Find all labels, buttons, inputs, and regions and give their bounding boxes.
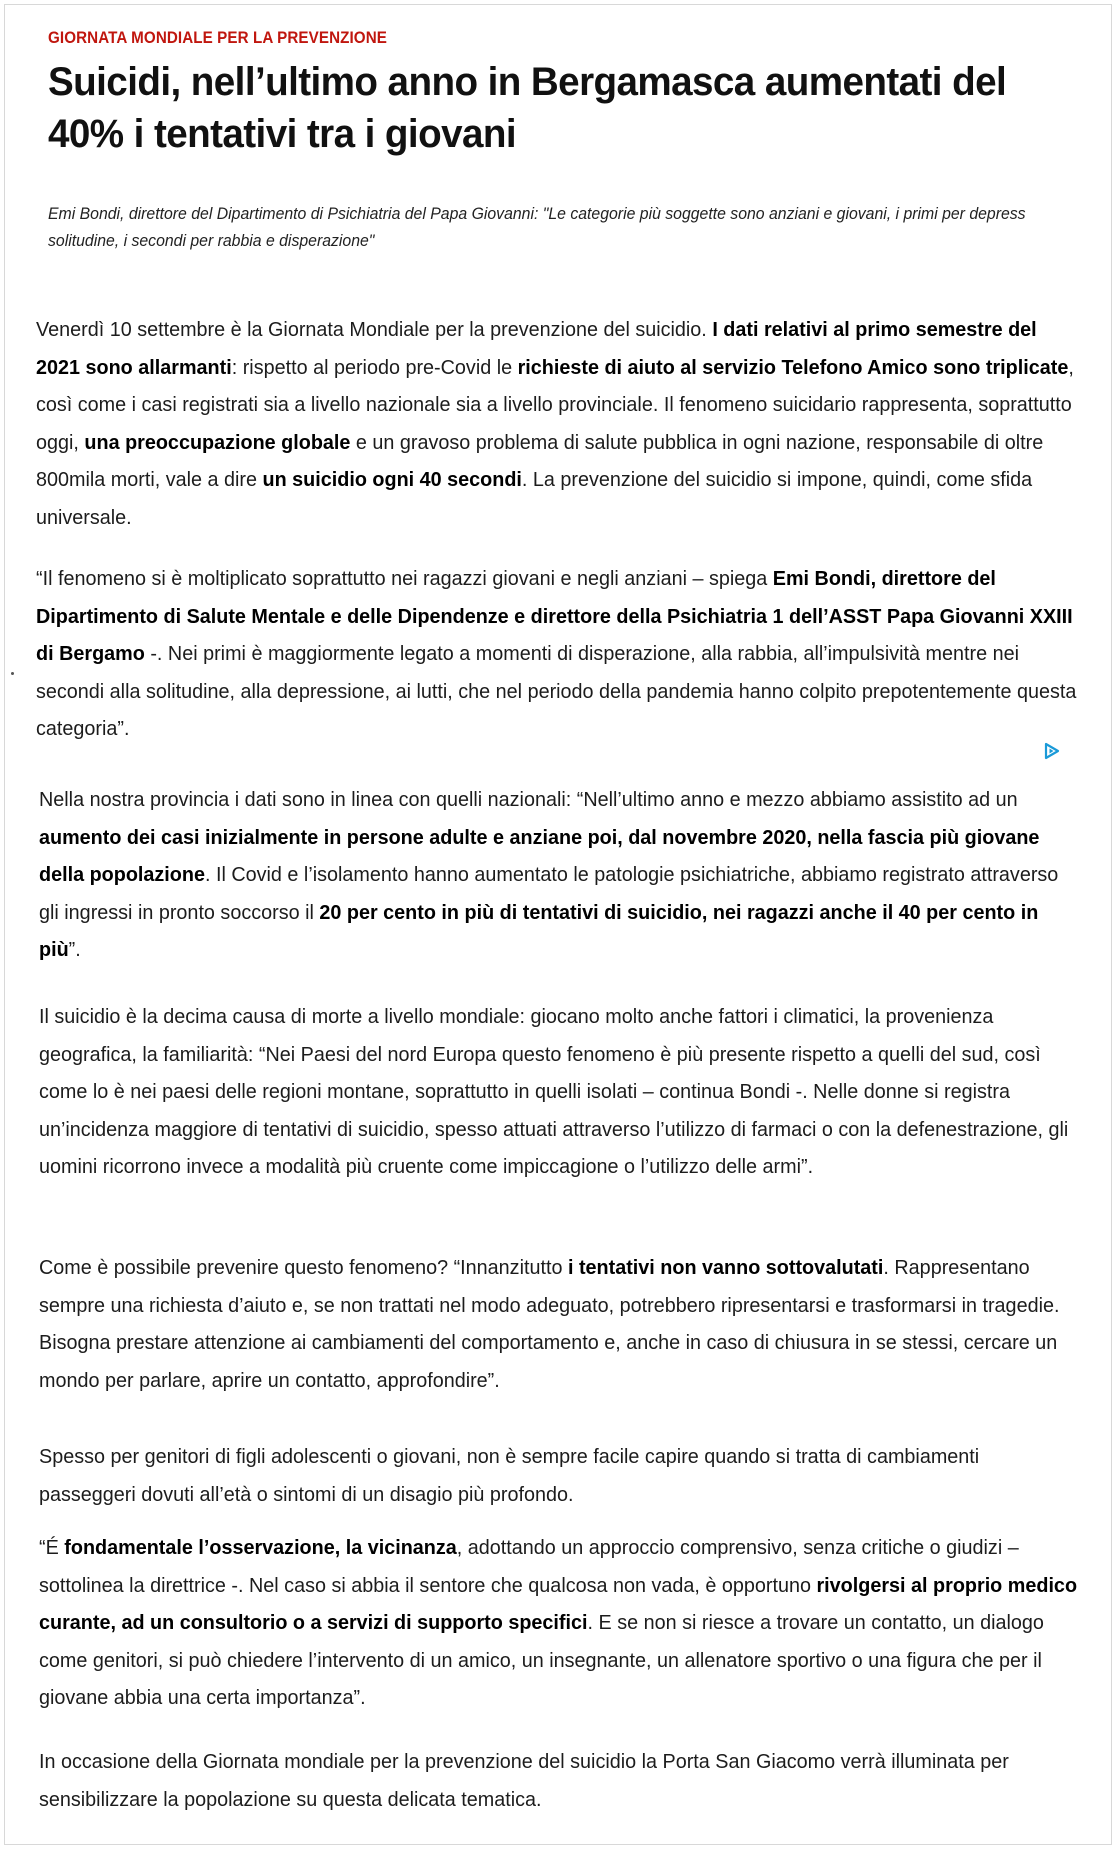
stray-dot xyxy=(11,672,14,675)
body-text: . Rappresentano sempre una richiesta d’aiuto e, se non trattati nel modo adeguato, potrebbero ripresentarsi e trasformarsi in tragedie. Bisogna prestare attenzione ai cambiamenti del comportamento e, anche in caso di chiusura in se stessi, cercare un mondo per parlare, aprire un contatto, approfondire”. xyxy=(39,1256,1060,1392)
bold-text: rivolgersi al proprio medico curante, ad un consultorio o a servizi di supporto specifici xyxy=(39,1573,1078,1634)
article-paragraph xyxy=(39,1529,1081,1717)
body-text: : rispetto al periodo pre-Covid le xyxy=(231,355,518,379)
body-text: Spesso per genitori di figli adolescenti o giovani, non è sempre facile capire quando si tratta di cambiamenti passeggeri dovuti all’età o sintomi di un disagio più profondo. xyxy=(39,1445,980,1506)
article-paragraph xyxy=(39,1438,1081,1513)
article-paragraph xyxy=(39,1249,1081,1399)
body-text: Come è possibile prevenire questo fenomeno? “Innanzitutto xyxy=(39,1256,568,1279)
article-paragraph xyxy=(39,1743,1081,1818)
bold-text: richieste di aiuto al servizio Telefono Amico sono triplicate xyxy=(517,355,1069,379)
article-paragraph xyxy=(36,311,1078,536)
bold-text: Emi Bondi, direttore del Dipartimento di Salute Mentale e delle Dipendenze e direttore della Psichiatria 1 dell’ASST Papa Giovanni XXIII di Bergamo xyxy=(36,567,1073,665)
body-text: Venerdì 10 settembre è la Giornata Mondiale per la prevenzione del suicidio. xyxy=(36,318,713,341)
bold-text: 20 per cento in più di tentativi di suicidio, nei ragazzi anche il 40 per cento in più xyxy=(39,900,1039,961)
article-subtitle: Emi Bondi, direttore del Dipartimento di Psichiatria del Papa Giovanni: "Le categorie più soggette sono anziani e giovani, i primi per depress solitudine, i secondi per rabbia e disperazione" xyxy=(48,204,1026,250)
article-paragraph xyxy=(39,998,1081,1186)
article-body xyxy=(36,311,1078,1811)
bold-text: I dati relativi al primo semestre del 2021 sono allarmanti xyxy=(36,318,1037,379)
body-text: ”. xyxy=(68,938,81,961)
article-title: Suicidi, nell’ultimo anno in Bergamasca aumentati del 40% i tentativi tra i giovani xyxy=(48,60,1007,156)
bold-text: un suicidio ogni 40 secondi xyxy=(262,468,522,491)
body-text: “Il fenomeno si è moltiplicato soprattutto nei ragazzi giovani e negli anziani – spiega xyxy=(36,567,773,590)
body-text: . E se non si riesce a trovare un contatto, un dialogo come genitori, si può chiedere l’intervento di un amico, un insegnante, un allenatore sportivo o una figura che per il giovane abbia una certa importanza”. xyxy=(39,1611,1044,1709)
body-text: , adottando un approccio comprensivo, senza critiche o giudizi – sottolinea la direttrice -. Nel caso si abbia il sentore che qualcosa non vada, è opportuno xyxy=(39,1536,1019,1597)
body-text: “É xyxy=(39,1536,65,1559)
body-text: -. Nei primi è maggiormente legato a momenti di disperazione, alla rabbia, all’impulsività mentre nei secondi alla solitudine, alla depressione, ai lutti, che nel periodo della pandemia hanno colpito prepotentemente questa categoria”. xyxy=(36,642,1077,740)
body-text: Il suicidio è la decima causa di morte a livello mondiale: giocano molto anche fattori i climatici, la provenienza geografica, la familiarità: “Nei Paesi del nord Europa questo fenomeno è più presente rispetto a quelli del sud, così come lo è nei paesi delle regioni montane, soprattutto in quelli isolati – continua Bondi -. Nelle donne si registra un’incidenza maggiore di tentativi di suicidio, spesso attuati attraverso l’utilizzo di farmaci o con la defenestrazione, gli uomini ricorrono invece a modalità più cruente come impiccagione o l’utilizzo delle armi”. xyxy=(39,1005,1069,1178)
body-text: In occasione della Giornata mondiale per la prevenzione del suicidio la Porta San Giacomo verrà illuminata per sensibilizzare la popolazione su questa delicata tematica. xyxy=(39,1750,1009,1811)
body-text: . Il Covid e l’isolamento hanno aumentato le patologie psichiatriche, abbiamo registrato attraverso gli ingressi in pronto soccorso il xyxy=(39,863,1059,924)
bold-text: aumento dei casi inizialmente in persone adulte e anziane poi, dal novembre 2020, nella fascia più giovane della popolazione xyxy=(39,825,1040,886)
body-text: . La prevenzione del suicidio si impone, quindi, come sfida universale. xyxy=(36,468,1033,529)
article-paragraph xyxy=(39,781,1081,969)
bold-text: una preoccupazione globale xyxy=(84,430,351,454)
bold-text: fondamentale l’osservazione, la vicinanza xyxy=(64,1536,457,1559)
adchoices-play-icon[interactable] xyxy=(1043,742,1061,760)
body-text: , così come i casi registrati sia a livello nazionale sia a livello provinciale. Il fenomeno suicidario rappresenta, soprattutto oggi, xyxy=(36,355,1074,454)
section-kicker[interactable]: GIORNATA MONDIALE PER LA PREVENZIONE xyxy=(48,29,387,47)
article-paragraph xyxy=(36,560,1078,748)
bold-text: i tentativi non vanno sottovalutati xyxy=(567,1256,884,1279)
body-text: Nella nostra provincia i dati sono in linea con quelli nazionali: “Nell’ultimo anno e mezzo abbiamo assistito ad un xyxy=(39,788,1018,811)
body-text: e un gravoso problema di salute pubblica in ogni nazione, responsabile di oltre 800mila morti, vale a dire xyxy=(36,430,1044,491)
article-header xyxy=(48,28,1078,254)
